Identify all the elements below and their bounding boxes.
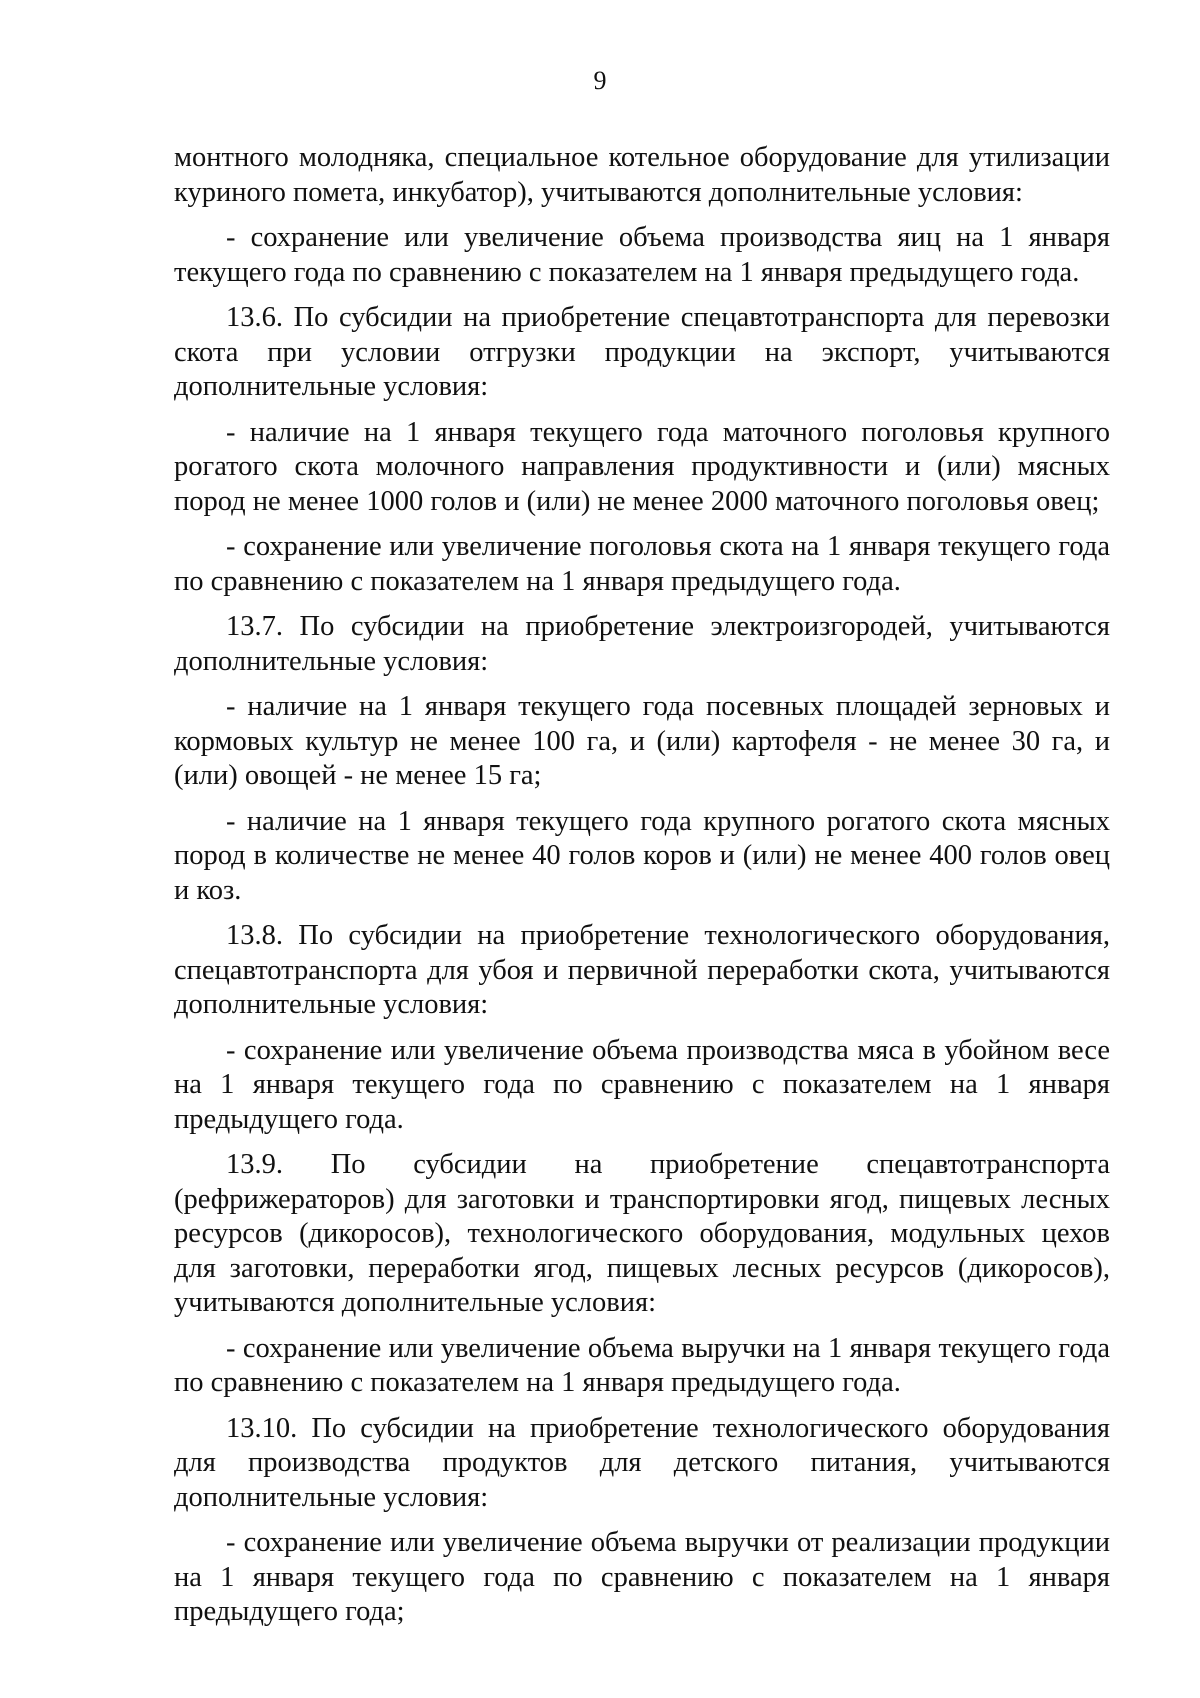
clause-13-9: 13.9. По субсидии на приобретение спецавтотранспорта (рефрижераторов) для заготовки и транспортировки ягод, пищевых лесных ресурсов (дикоросов), технологического оборудования, модульных цехов для заготовки, переработки ягод, пищевых лесных ресурсов (дикоросов), учитываются дополнительные условия: (174, 1149, 1110, 1318)
paragraph-continuation: монтного молодняка, специальное котельное оборудование для утилизации куриного помета, инкубатор), учитываются дополнительные условия: (174, 142, 1110, 208)
condition-beef-cattle: - наличие на 1 января текущего года крупного рогатого скота мясных пород в количестве не менее 40 голов коров и (или) не менее 400 голов овец и коз. (174, 805, 1110, 906)
condition-revenue: - сохранение или увеличение объема выручки на 1 января текущего года по сравнению с показателем на 1 января предыдущего года. (174, 1332, 1110, 1398)
condition-crop-area: - наличие на 1 января текущего года посевных площадей зерновых и кормовых культур не менее 100 га, и (или) картофеля - не менее 30 га, и (или) овощей - не менее 15 га; (174, 691, 1110, 791)
condition-egg-production: - сохранение или увеличение объема производства яиц на 1 января текущего года по сравнению с показателем на 1 января предыдущего года. (174, 222, 1110, 288)
condition-livestock-count: - наличие на 1 января текущего года маточного поголовья крупного рогатого скота молочного направления продуктивности и (или) мясных пород не менее 1000 голов и (или) не менее 2000 маточного поголовья овец; (174, 416, 1110, 517)
page-number: 9 (593, 66, 607, 95)
clause-13-7: 13.7. По субсидии на приобретение электроизгородей, учитываются дополнительные условия: (174, 611, 1110, 677)
condition-sales-revenue: - сохранение или увеличение объема выручки от реализации продукции на 1 января текущего года по сравнению с показателем на 1 января предыдущего года; (174, 1527, 1110, 1627)
clause-13-6: 13.6. По субсидии на приобретение спецавтотранспорта для перевозки скота при условии отгрузки продукции на экспорт, учитываются дополнительные условия: (174, 302, 1110, 402)
condition-livestock-retention: - сохранение или увеличение поголовья скота на 1 января текущего года по сравнению с показателем на 1 января предыдущего года. (174, 531, 1110, 597)
clause-13-8: 13.8. По субсидии на приобретение технологического оборудования, спецавтотранспорта для убоя и первичной переработки скота, учитываются дополнительные условия: (174, 920, 1110, 1020)
clause-13-10: 13.10. По субсидии на приобретение технологического оборудования для производства продуктов для детского питания, учитываются дополнительные условия: (174, 1412, 1110, 1513)
condition-meat-production: - сохранение или увеличение объема производства мяса в убойном весе на 1 января текущего года по сравнению с показателем на 1 января предыдущего года. (174, 1034, 1110, 1135)
document-body (174, 141, 1110, 1641)
